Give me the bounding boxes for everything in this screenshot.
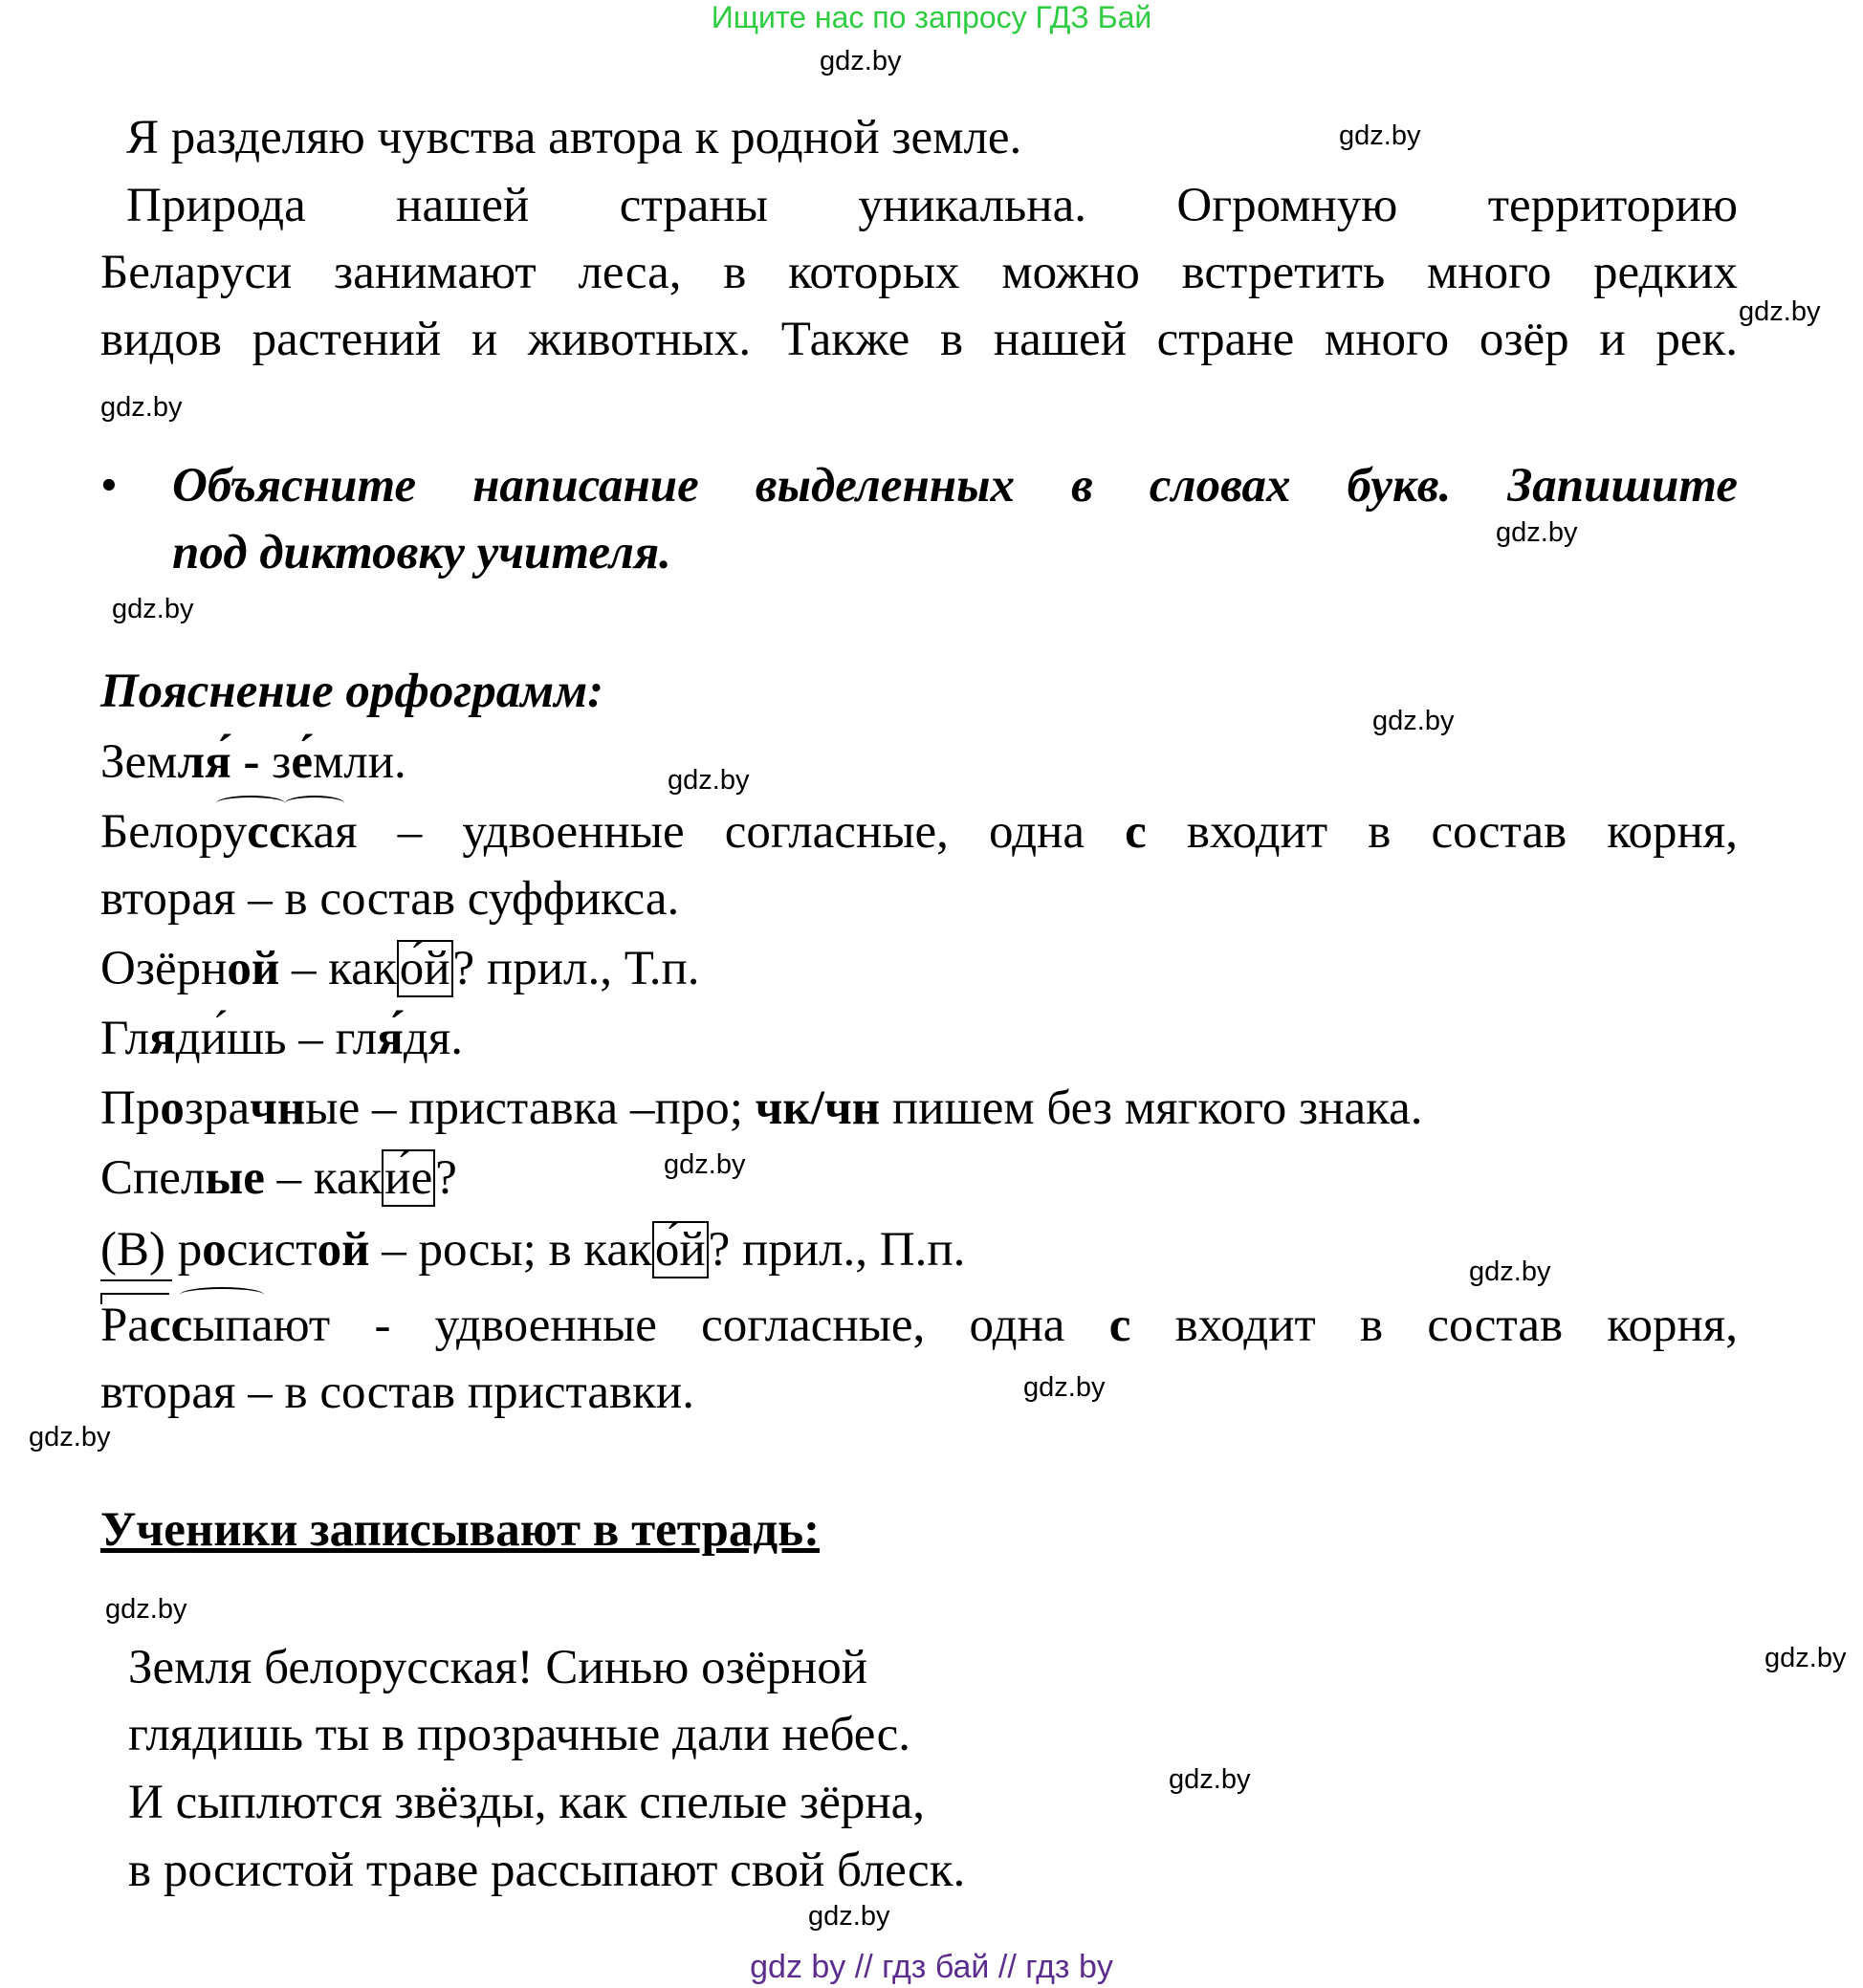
watermark: gdz.by <box>664 1149 746 1180</box>
task-text-line: под диктовку учителя. <box>172 526 671 579</box>
watermark: gdz.by <box>29 1422 111 1453</box>
poem-line: в росистой траве рассыпают свой блеск. <box>128 1844 966 1897</box>
bullet-icon: • <box>100 459 118 513</box>
top-banner: Ищите нас по запросу ГДЗ Бай <box>711 0 1152 34</box>
watermark: gdz.by <box>1023 1372 1106 1403</box>
watermark: gdz.by <box>112 594 194 624</box>
watermark: gdz.by <box>1339 120 1421 151</box>
explanation-line: Гляди́шь – гля́дя. <box>100 1012 464 1065</box>
explanation-line: Прозрачные – приставка –про; чк/чн пишем без мягкого знака. <box>100 1081 1423 1135</box>
intro-line: Я разделяю чувства автора к родной земле. <box>126 111 1022 164</box>
explanation-line: Земля́ - зе́мли. <box>100 735 406 789</box>
intro-text-line: Беларуси занимают леса, в которых можно встретить много редких <box>100 246 1738 299</box>
task-text-line: Объясните написание выделенных в словах букв. Запишите <box>172 459 1738 513</box>
explanation-line: Белорусская – удвоенные согласные, одна с входит в состав корня, <box>100 805 1738 859</box>
watermark: gdz.by <box>105 1594 187 1625</box>
watermark: gdz.by <box>1469 1256 1551 1287</box>
explanation-line: вторая – в состав суффикса. <box>100 872 680 926</box>
watermark: gdz.by <box>808 1901 890 1932</box>
watermark: gdz.by <box>1496 517 1578 548</box>
watermark: gdz.by <box>1169 1764 1251 1795</box>
poem-line: И сыплются звёзды, как спелые зёрна, <box>128 1776 926 1829</box>
watermark: gdz.by <box>668 765 750 796</box>
watermark: gdz.by <box>1739 296 1821 327</box>
explanation-line: Озёрной – како́й? прил., Т.п. <box>100 942 700 995</box>
watermark: gdz.by <box>100 392 183 423</box>
watermark: gdz.by <box>820 46 902 76</box>
intro-text-line: видов растений и животных. Также в нашей стране много озёр и рек. <box>100 313 1738 366</box>
watermark: gdz.by <box>1372 706 1455 736</box>
poem-line: глядишь ты в прозрачные дали небес. <box>128 1708 911 1761</box>
explanation-title: Пояснение орфограмм: <box>100 665 604 718</box>
explanation-line: Спелые – каки́е? <box>100 1151 457 1205</box>
explanation-line: (В) росистой – росы; в како́й? прил., П.п. <box>100 1223 966 1277</box>
footer-links: gdz by // гдз бай // гдз by <box>750 1949 1113 1985</box>
preposition-underline <box>100 1279 172 1281</box>
intro-text-line: Природа нашей страны уникальна. Огромную территорию <box>126 179 1738 232</box>
poem-line: Земля белорусская! Синью озёрной <box>128 1641 867 1694</box>
explanation-line: Рассыпают - удвоенные согласные, одна с входит в состав корня, <box>100 1299 1738 1352</box>
explanation-line: вторая – в состав приставки. <box>100 1365 694 1419</box>
watermark: gdz.by <box>1764 1643 1847 1673</box>
notebook-title: Ученики записывают в тетрадь: <box>100 1503 821 1557</box>
